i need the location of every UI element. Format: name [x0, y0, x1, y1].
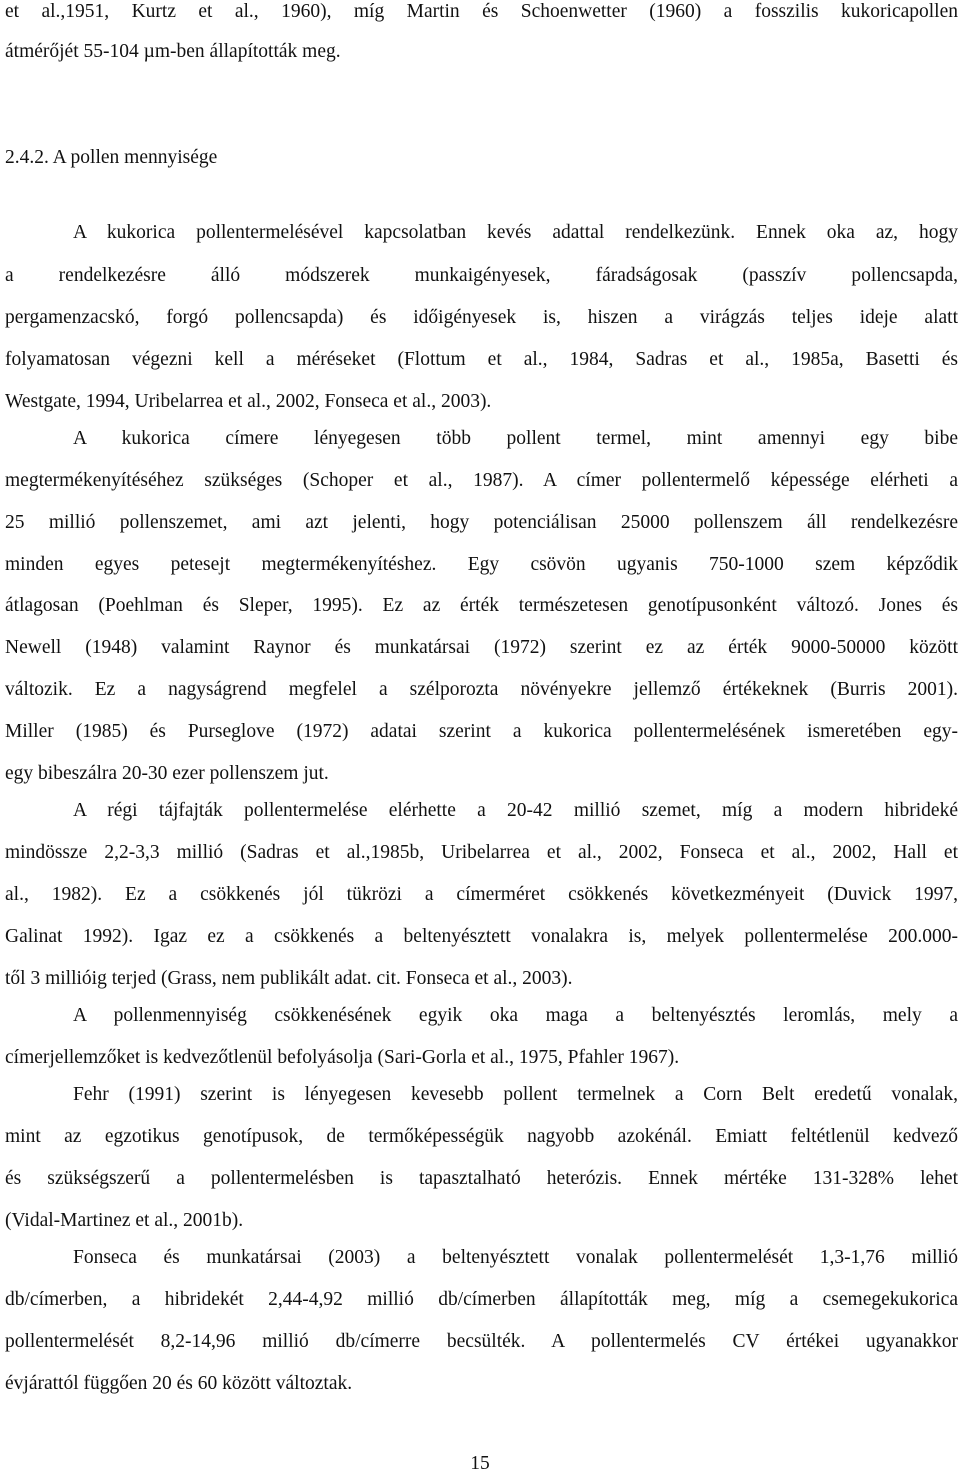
paragraph-line: al., 1982). Ez a csökkenés jól tükrözi a címerméret csökkenés következményeit (Duvick 1997,	[5, 884, 958, 905]
paragraph-line: A régi tájfajták pollentermelése elérhette a 20-42 millió szemet, míg a modern hibrideké	[73, 800, 958, 821]
paragraph-line: megtermékenyítéséhez szükséges (Schoper et al., 1987). A címer pollentermelő képessége elérheti a	[5, 470, 958, 491]
paragraph-line: A kukorica címere lényegesen több pollent termel, mint amennyi egy bibe	[73, 428, 958, 449]
paragraph-line: Westgate, 1994, Uribelarrea et al., 2002, Fonseca et al., 2003).	[5, 391, 492, 412]
body-text-line: átmérőjét 55-104 µm-ben állapították meg.	[5, 41, 341, 62]
body-text-line: et al.,1951, Kurtz et al., 1960), míg Martin és Schoenwetter (1960) a fosszilis kukoricapollen	[5, 1, 958, 22]
paragraph-line: folyamatosan végezni kell a méréseket (Flottum et al., 1984, Sadras et al., 1985a, Basetti és	[5, 349, 958, 370]
paragraph-line: Miller (1985) és Purseglove (1972) adatai szerint a kukorica pollentermelésének ismeretében egy-	[5, 721, 958, 742]
paragraph-line: mindössze 2,2-3,3 millió (Sadras et al.,1985b, Uribelarrea et al., 2002, Fonseca et al., 2002, Hall et	[5, 842, 958, 863]
paragraph-line: évjárattól függően 20 és 60 között változtak.	[5, 1373, 353, 1394]
paragraph-line: és szükségszerű a pollentermelésben is tapasztalható heterózis. Ennek mértéke 131-328% lehet	[5, 1168, 958, 1189]
paragraph-line: címerjellemzőket is kedvezőtlenül befolyásolja (Sari-Gorla et al., 1975, Pfahler 1967).	[5, 1047, 680, 1068]
paragraph-line: A kukorica pollentermelésével kapcsolatban kevés adattal rendelkezünk. Ennek oka az, hogy	[73, 222, 958, 243]
paragraph-line: (Vidal-Martinez et al., 2001b).	[5, 1210, 244, 1231]
paragraph-line: a rendelkezésre álló módszerek munkaigényesek, fáradságosak (passzív pollencsapda,	[5, 265, 958, 286]
paragraph-line: 25 millió pollenszemet, ami azt jelenti, hogy potenciálisan 25000 pollenszem áll rendelkezésre	[5, 512, 958, 533]
paragraph-line: Fehr (1991) szerint is lényegesen kevesebb pollent termelnek a Corn Belt eredetű vonalak,	[73, 1084, 958, 1105]
paragraph-line: mint az egzotikus genotípusok, de termőképességük nagyobb azokénál. Emiatt feltétlenül kedvező	[5, 1126, 958, 1147]
paragraph-line: től 3 millióig terjed (Grass, nem publikált adat. cit. Fonseca et al., 2003).	[5, 968, 573, 989]
paragraph-line: átlagosan (Poehlman és Sleper, 1995). Ez az érték természetesen genotípusonként változó. Jones és	[5, 595, 958, 616]
section-heading: 2.4.2. A pollen mennyisége	[5, 147, 218, 168]
paragraph-line: változik. Ez a nagyságrend megfelel a szélporozta növényekre jellemző értékeknek (Burris 2001).	[5, 679, 958, 700]
paragraph-line: A pollenmennyiség csökkenésének egyik oka maga a beltenyésztés leromlás, mely a	[73, 1005, 958, 1026]
paragraph-line: Galinat 1992). Igaz ez a csökkenés a beltenyésztett vonalakra is, melyek pollentermelése 200.000-	[5, 926, 958, 947]
paragraph-line: pergamenzacskó, forgó pollencsapda) és időigényesek is, hiszen a virágzás teljes ideje alatt	[5, 307, 958, 328]
paragraph-line: pollentermelését 8,2-14,96 millió db/címerre becsülték. A pollentermelés CV értékei ugyanakkor	[5, 1331, 958, 1352]
paragraph-line: Newell (1948) valamint Raynor és munkatársai (1972) szerint ez az érték 9000-50000 között	[5, 637, 958, 658]
paragraph-line: egy bibeszálra 20-30 ezer pollenszem jut.	[5, 763, 329, 784]
paragraph-line: Fonseca és munkatársai (2003) a beltenyésztett vonalak pollentermelését 1,3-1,76 millió	[73, 1247, 958, 1268]
page-number: 15	[470, 1453, 490, 1474]
paragraph-line: minden egyes petesejt megtermékenyítéshez. Egy csövön ugyanis 750-1000 szem képződik	[5, 554, 958, 575]
paragraph-line: db/címerben, a hibridekét 2,44-4,92 millió db/címerben állapították meg, míg a csemegekukorica	[5, 1289, 958, 1310]
